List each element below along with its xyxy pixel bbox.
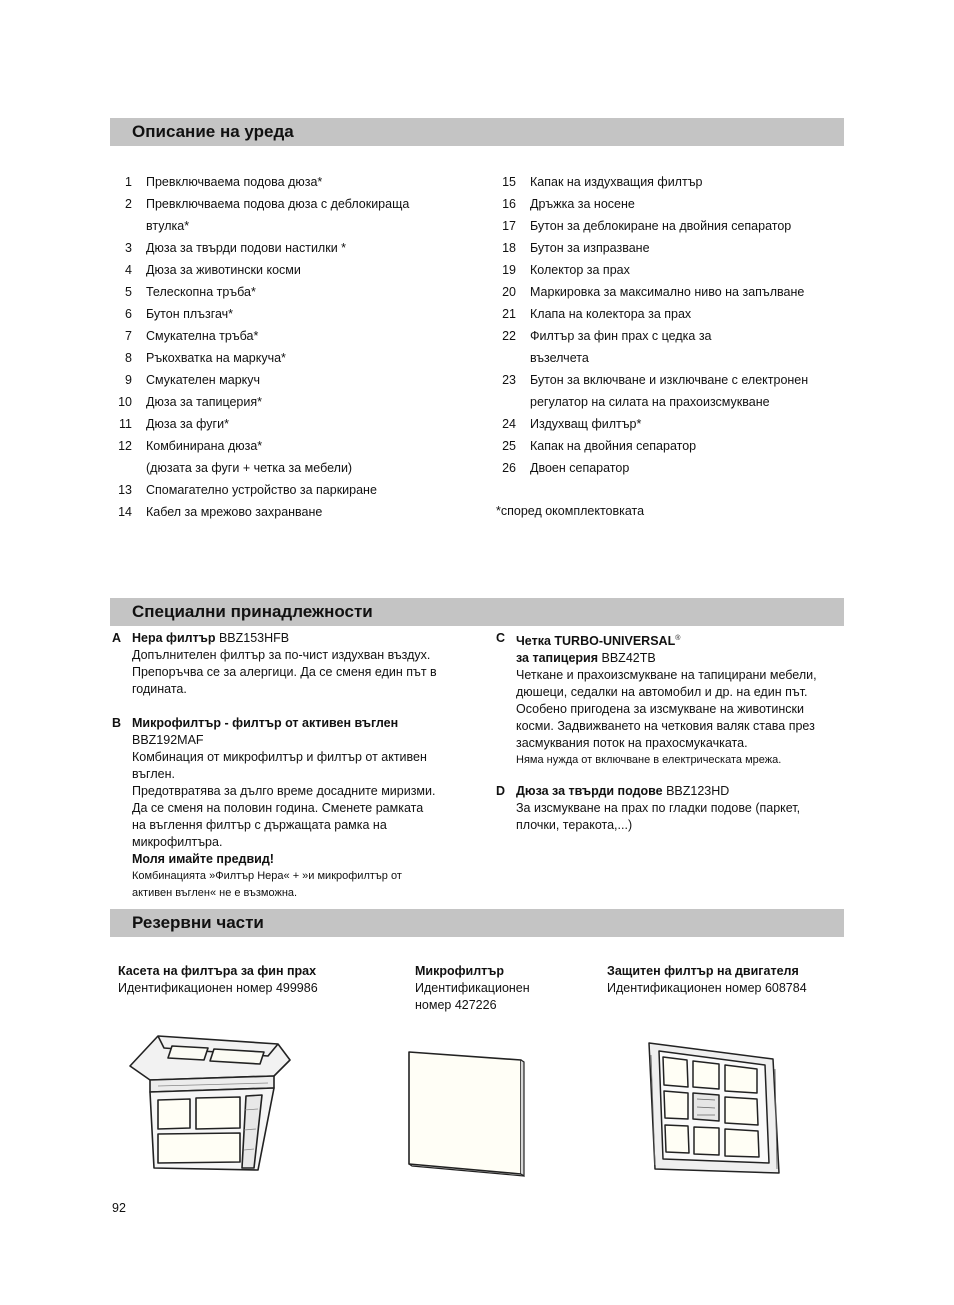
part-id: Идентификационен номер 608784 (607, 981, 807, 995)
footnote: *според окомплектовката (496, 504, 645, 518)
section-title: Описание на уреда (132, 122, 294, 141)
item-text: Капак на издухващия филтър (530, 175, 703, 189)
item-number: 13 (118, 483, 132, 497)
item-text: регулатор на силата на прахоизсмукване (530, 395, 770, 409)
accessory-line: плочки, теракота,...) (516, 818, 633, 832)
part-name: Касета на филтъра за фин прах (118, 964, 317, 978)
item-text: Дюза за животински косми (146, 263, 301, 277)
item-number: 7 (125, 329, 132, 343)
item-number: 9 (125, 373, 132, 387)
registered-mark: ® (675, 635, 681, 642)
item-text: Бутон за включване и изключване с електронен (530, 373, 809, 387)
item-number: 1 (125, 175, 132, 189)
item-number: 18 (502, 241, 516, 255)
accessory-line: Препоръчва се за алергици. Да се сменя един път в (132, 665, 437, 679)
item-text: втулка* (146, 219, 190, 233)
item-text: Превключваема подова дюза с деблокираща (146, 197, 410, 211)
item-number: 14 (118, 505, 132, 519)
accessory-name-2: за тапицерия (516, 651, 599, 666)
accessory-letter: C (496, 631, 506, 645)
accessory-letter: D (496, 784, 506, 798)
item-number: 5 (125, 285, 132, 299)
accessory-name: Hepa филтър (132, 631, 216, 645)
item-text: Спомагателно устройство за паркиране (146, 483, 377, 497)
accessory-d (496, 783, 856, 834)
spare-part-microfilter (415, 963, 530, 1014)
note-title: Моля имайте предвид! (132, 852, 274, 866)
item-number: 16 (502, 197, 516, 211)
item-number: 23 (502, 373, 516, 387)
item-text: Ръкохватка на маркуча* (146, 351, 286, 365)
item-number: 8 (125, 351, 132, 365)
accessory-code: BBZ192MAF (132, 733, 204, 747)
accessory-name: Микрофилтър - филтър от активен въглен (132, 716, 399, 730)
item-number: 12 (118, 439, 132, 453)
item-text: Капак на двойния сепаратор (530, 439, 697, 453)
motor-filter-illustration (645, 1035, 785, 1180)
item-text: Смукателна тръба* (146, 329, 259, 343)
item-number: 3 (125, 241, 132, 255)
item-text: Дюза за твърди подови настилки * (146, 241, 347, 255)
item-number: 25 (502, 439, 516, 453)
item-number: 15 (502, 175, 516, 189)
item-number: 19 (502, 263, 516, 277)
accessory-code: BBZ42TB (598, 651, 656, 666)
spare-part-motor-filter (607, 963, 807, 997)
accessory-c (496, 630, 856, 769)
accessory-name: Четка TURBO-UNIVERSAL (516, 634, 676, 649)
item-text: Филтър за фин прах с цедка за (530, 329, 712, 343)
accessory-b (112, 715, 472, 902)
item-text: Дюза за фуги* (146, 417, 229, 431)
accessory-line: Да се сменя на половин година. Сменете рамката (132, 801, 424, 815)
accessory-line: Предотвратява за дълго време досадните миризми. (132, 784, 436, 798)
note-line: Комбинацията »Филтър Hepa« + »и микрофилтър от (132, 870, 402, 882)
item-text: Бутон плъзгач* (146, 307, 234, 321)
item-number: 11 (119, 417, 132, 431)
accessory-letter: A (112, 631, 122, 645)
item-text: Колектор за прах (530, 263, 630, 277)
item-number: 20 (502, 285, 516, 299)
accessory-line: Допълнителен филтър за по-чист издухван въздух. (132, 648, 431, 662)
accessory-line: засмуквания поток на прахосмукачката. (516, 736, 748, 751)
item-number: 24 (502, 417, 516, 431)
section-header-spare-parts (110, 909, 844, 937)
section-header-accessories (110, 598, 844, 626)
spare-part-fine-dust (118, 963, 318, 997)
accessory-line: годината. (132, 682, 187, 696)
accessory-note: Няма нужда от включване в електрическата мрежа. (516, 754, 782, 767)
item-number: 4 (125, 263, 132, 277)
accessory-code: BBZ123HD (662, 784, 730, 798)
accessory-line: Комбинация от микрофилтър и филтър от активен (132, 750, 427, 764)
item-number: 6 (125, 307, 132, 321)
item-text: Кабел за мрежово захранване (146, 505, 323, 519)
item-number: 21 (502, 307, 516, 321)
item-text: Превключваема подова дюза* (146, 175, 323, 189)
accessory-line: микрофилтъра. (132, 835, 223, 849)
part-id: Идентификационен номер 499986 (118, 981, 318, 995)
item-text: Комбинирана дюза* (146, 439, 263, 453)
fine-dust-filter-illustration (128, 1030, 298, 1180)
part-name: Защитен филтър на двигателя (607, 964, 799, 978)
item-text: Двоен сепаратор (530, 461, 630, 475)
accessory-line: въглен. (132, 767, 175, 781)
accessory-a (112, 630, 472, 698)
accessory-line: Особено пригодена за изсмукване на животински (516, 702, 804, 717)
item-text: Издухващ филтър* (530, 417, 642, 431)
item-text: възелчета (530, 351, 589, 365)
part-id: номер 427226 (415, 998, 497, 1012)
accessory-name: Дюза за твърди подове (516, 784, 663, 798)
accessory-code: BBZ153HFB (215, 631, 290, 645)
accessory-letter: B (112, 716, 122, 730)
note-line: активен въглен« не е възможна. (132, 887, 298, 899)
item-text: Бутон за изпразване (530, 241, 650, 255)
page-number: 92 (112, 1201, 126, 1215)
part-name: Микрофилтър (415, 964, 505, 978)
section-header-description (110, 118, 844, 146)
item-number: 22 (502, 329, 516, 343)
accessory-line: За изсмукване на прах по гладки подове (паркет, (516, 801, 801, 815)
item-number: 10 (118, 395, 132, 409)
microfilter-illustration (403, 1048, 531, 1178)
accessory-line: косми. Задвижването на четковия валяк става през (516, 719, 815, 734)
item-text: Дюза за тапицерия* (146, 395, 262, 409)
accessory-line: на въглення филтър с държащата рамка на (132, 818, 387, 832)
item-text: Смукателен маркуч (146, 373, 261, 387)
item-number: 17 (502, 219, 516, 233)
item-text: (дюзата за фуги + четка за мебели) (146, 461, 353, 475)
section-title: Резервни части (132, 913, 264, 932)
part-id: Идентификационен (415, 981, 530, 995)
item-number: 2 (125, 197, 132, 211)
section-title: Специални принадлежности (132, 602, 373, 621)
item-text: Клапа на колектора за прах (530, 307, 692, 321)
item-text: Бутон за деблокиране на двойния сепаратор (530, 219, 792, 233)
item-number: 26 (502, 461, 516, 475)
item-text: Телескопна тръба* (146, 285, 256, 299)
item-text: Дръжка за носене (530, 197, 635, 211)
accessory-line: Четкане и прахоизсмукване на тапицирани мебели, (516, 668, 817, 683)
item-text: Маркировка за максимално ниво на запълване (530, 285, 805, 299)
accessory-line: дюшеци, седалки на автомобил и др. на един път. (516, 685, 808, 700)
